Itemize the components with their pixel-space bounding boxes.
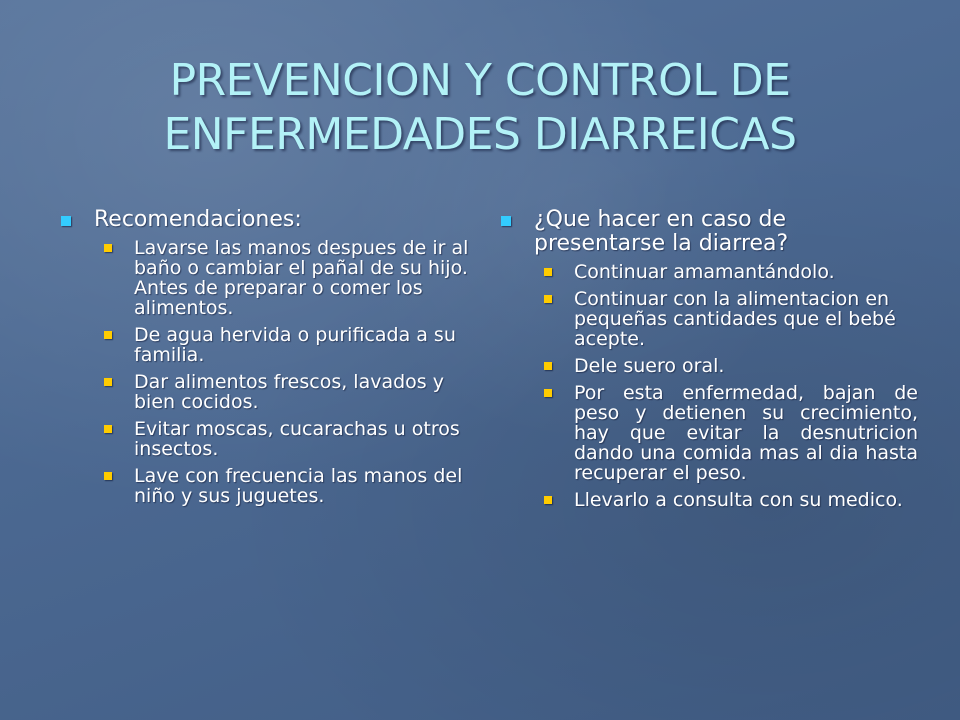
list-item-text: Llevarlo a consulta con su medico. (574, 489, 903, 511)
slide-title (40, 54, 920, 162)
list-item (98, 238, 478, 318)
slide-title-line-2: ENFERMEDADES DIARREICAS (163, 109, 797, 160)
square-bullet-icon (544, 268, 552, 276)
square-bullet-icon (104, 331, 112, 339)
what-to-do-heading-item (498, 208, 918, 256)
list-item (538, 356, 918, 376)
list-item-text: Dar alimentos frescos, lavados y bien cocidos. (134, 371, 444, 413)
square-bullet-icon (61, 216, 71, 226)
list-item (538, 383, 918, 483)
list-item (98, 419, 478, 459)
list-item (98, 372, 478, 412)
list-item (538, 289, 918, 349)
list-item-text: Continuar con la alimentacion en pequeñas cantidades que el bebé acepte. (574, 288, 896, 350)
list-item-text: Evitar moscas, cucarachas u otros insectos. (134, 418, 460, 460)
square-bullet-icon (104, 378, 112, 386)
square-bullet-icon (104, 472, 112, 480)
recommendations-heading-item (58, 208, 478, 232)
list-item-text: Por esta enfermedad, bajan de peso y detienen su crecimiento, hay que evitar la desnutricion dando una comida mas al dia hasta recuperar el peso. (574, 382, 918, 484)
list-item (538, 490, 918, 510)
left-column (58, 208, 478, 513)
what-to-do-list (498, 262, 918, 510)
recommendations-list (58, 238, 478, 506)
square-bullet-icon (544, 389, 552, 397)
list-item-text: Lave con frecuencia las manos del niño y sus juguetes. (134, 465, 463, 507)
square-bullet-icon (544, 362, 552, 370)
square-bullet-icon (544, 496, 552, 504)
list-item-text: Lavarse las manos despues de ir al baño o cambiar el pañal de su hijo. Antes de preparar o comer los alimentos. (134, 237, 469, 319)
square-bullet-icon (544, 295, 552, 303)
right-column (498, 208, 918, 517)
list-item-text: Dele suero oral. (574, 355, 725, 377)
recommendations-heading: Recomendaciones: (94, 207, 302, 232)
list-item (98, 325, 478, 365)
square-bullet-icon (104, 244, 112, 252)
square-bullet-icon (501, 216, 511, 226)
list-item (538, 262, 918, 282)
list-item-text: Continuar amamantándolo. (574, 261, 835, 283)
list-item (98, 466, 478, 506)
slide-title-line-1: PREVENCION Y CONTROL DE (169, 55, 791, 106)
square-bullet-icon (104, 425, 112, 433)
list-item-text: De agua hervida o purificada a su familia. (134, 324, 456, 366)
what-to-do-heading: ¿Que hacer en caso de presentarse la diarrea? (534, 207, 789, 256)
